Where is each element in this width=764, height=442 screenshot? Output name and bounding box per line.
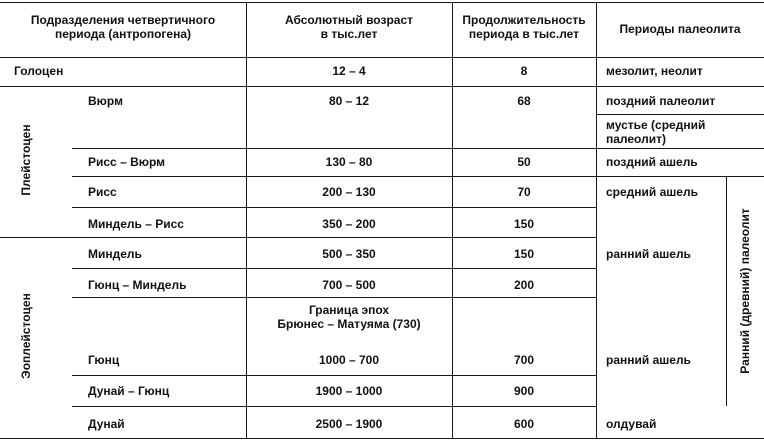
duration-cell: 200 (513, 278, 535, 292)
duration-cell: 150 (513, 217, 535, 231)
age-cell: 700 – 500 (322, 278, 376, 292)
subdivision-cell: Дунай – Гюнц (88, 384, 170, 398)
epoch-boundary-note: Граница эпох Брюнес – Матуяма (730) (277, 303, 421, 331)
group-early-paleolithic: Ранний (древний) палеолит (738, 208, 752, 374)
subdivision-cell: Вюрм (88, 94, 123, 108)
rule-gunz-bottom (72, 375, 596, 376)
age-cell: 500 – 350 (322, 247, 376, 261)
header-duration: Продолжительность периода в тыс.лет (462, 13, 586, 41)
subdivision-cell: Миндель (88, 247, 142, 261)
rule-danube-gunz-bottom (72, 406, 596, 407)
period-cell-mousterian: мустье (средний палеолит) (606, 118, 706, 146)
subdivision-cell: Гюнц – Миндель (88, 278, 187, 292)
rule-holocene-bottom (0, 86, 764, 87)
duration-cell: 900 (513, 384, 535, 398)
header-subdivisions: Подразделения четвертичного периода (антропогена) (30, 13, 216, 41)
age-cell: 2500 – 1900 (315, 417, 383, 431)
rule-mindel-riss-bottom (0, 237, 596, 238)
subdivision-cell: Дунай (88, 417, 125, 431)
subdivision-cell: Рисс (88, 185, 117, 199)
period-cell: ранний ашель (606, 353, 691, 367)
age-cell: 80 – 12 (328, 94, 370, 108)
period-cell: олдувай (606, 417, 657, 431)
header-absolute-age: Абсолютный возраст в тыс.лет (284, 13, 414, 41)
period-cell: мезолит, неолит (606, 64, 703, 78)
rule-header-bottom (0, 57, 764, 58)
group-holocene: Голоцен (14, 64, 64, 78)
rule-wurm-bottom (72, 148, 764, 149)
rule-wurm-mid (596, 114, 764, 115)
duration-cell: 700 (513, 353, 535, 367)
group-eopleistocene: Эоплейстоцен (19, 293, 33, 379)
age-cell: 200 – 130 (322, 185, 376, 199)
age-cell: 350 – 200 (322, 217, 376, 231)
group-pleistocene: Плейстоцен (19, 124, 33, 196)
subdivision-cell: Миндель – Рисс (88, 217, 184, 231)
rule-gunz-mindel-bottom (72, 297, 596, 298)
period-cell: поздний палеолит (606, 94, 716, 108)
duration-cell: 50 (517, 155, 531, 169)
age-cell: 1900 – 1000 (315, 384, 383, 398)
age-cell: 1000 – 700 (318, 353, 380, 367)
duration-cell: 68 (517, 94, 531, 108)
period-cell: ранний ашель (606, 247, 691, 261)
duration-cell: 150 (513, 247, 535, 261)
duration-cell: 70 (517, 185, 531, 199)
rule-bottom (0, 438, 764, 439)
rule-col-c (596, 2, 597, 439)
duration-cell: 600 (513, 417, 535, 431)
duration-cell: 8 (520, 64, 528, 78)
period-cell: поздний ашель (606, 155, 698, 169)
rule-riss-bottom (72, 207, 596, 208)
subdivision-cell: Рисс – Вюрм (88, 155, 166, 169)
rule-riss-wurm-bottom (72, 176, 764, 177)
subdivision-cell: Гюнц (88, 353, 120, 367)
rule-mindel-bottom (72, 268, 596, 269)
rule-col-d (726, 176, 727, 406)
age-cell: 12 – 4 (332, 64, 366, 78)
period-cell: средний ашель (606, 185, 698, 199)
age-cell: 130 – 80 (325, 155, 373, 169)
header-paleolithic-periods: Периоды палеолита (619, 22, 741, 36)
rule-top (0, 2, 764, 3)
